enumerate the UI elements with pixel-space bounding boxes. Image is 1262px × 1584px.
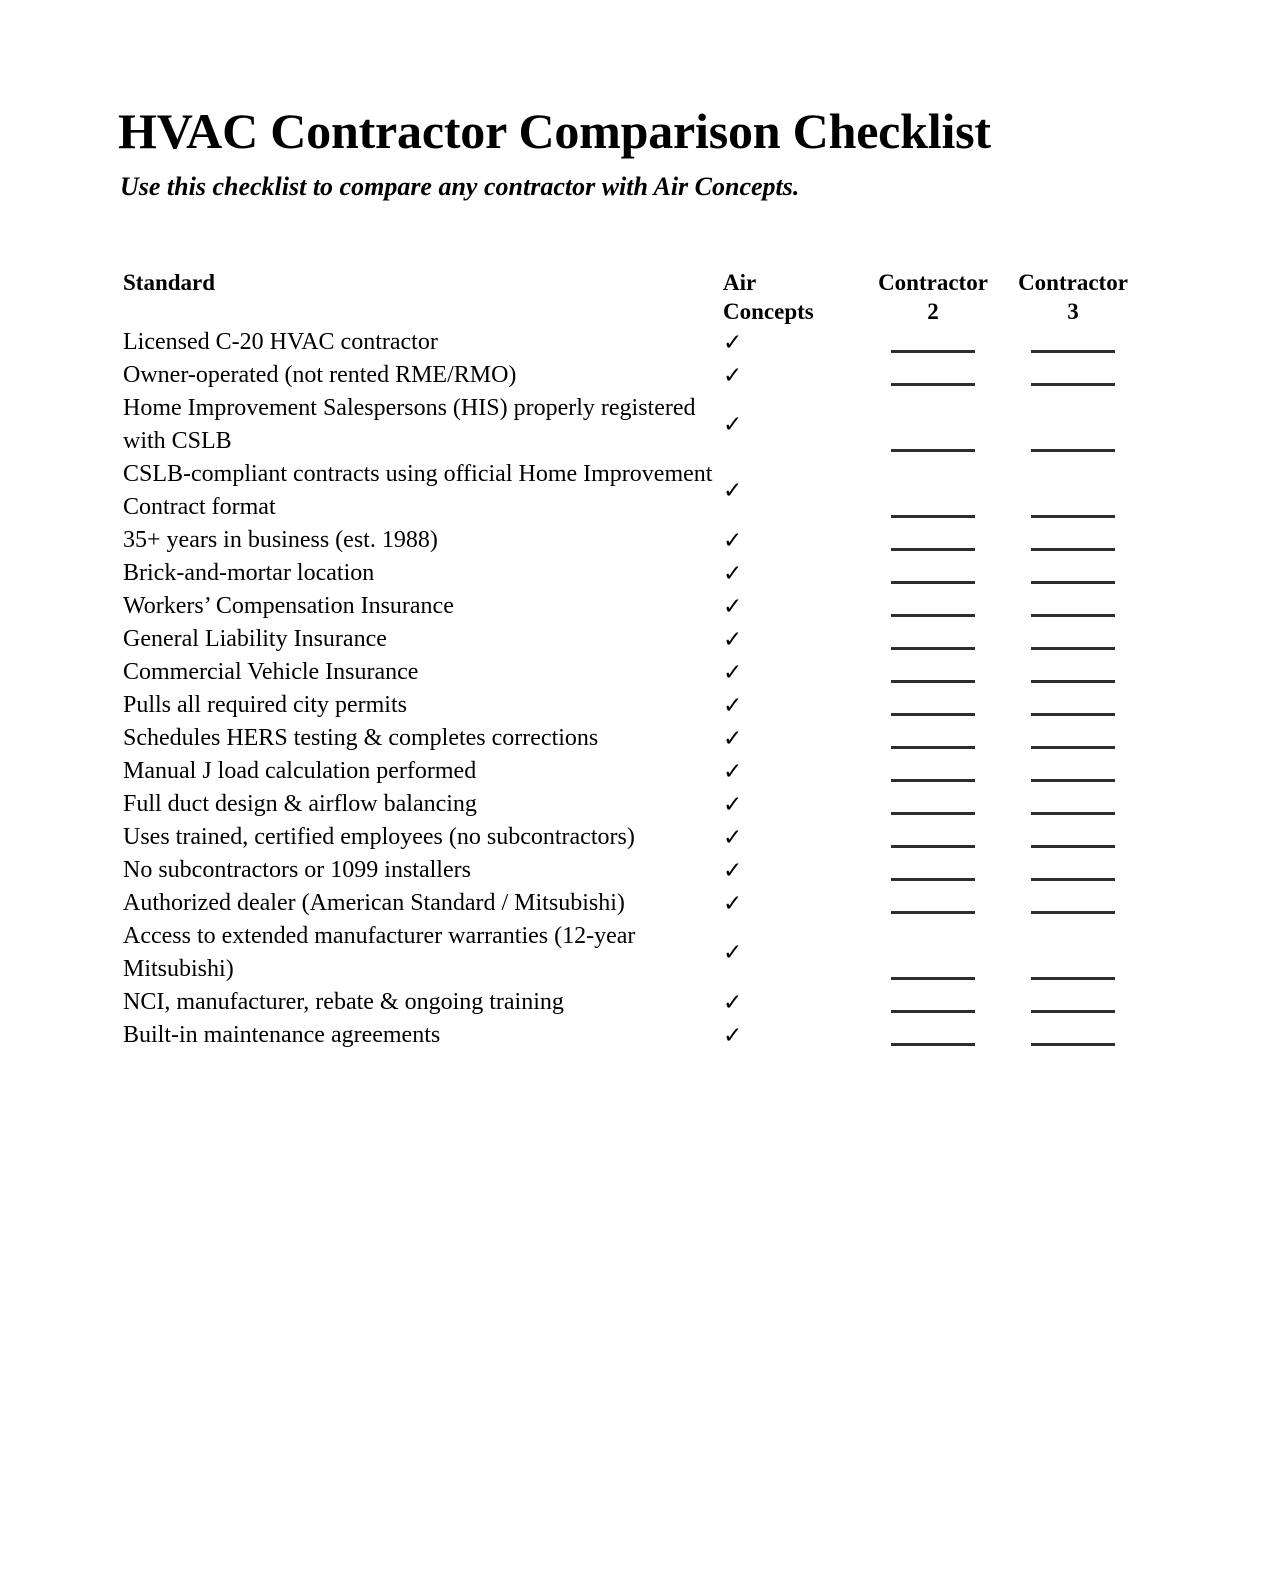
cell-air-concepts: [723, 1019, 863, 1052]
cell-contractor-2-blank[interactable]: [863, 359, 1003, 392]
page-subtitle: Use this checklist to compare any contractor with Air Concepts.: [120, 172, 800, 201]
cell-contractor-2-blank[interactable]: [863, 392, 1003, 458]
cell-air-concepts: [723, 689, 863, 722]
check-icon: ✓: [723, 527, 743, 554]
cell-air-concepts: [723, 623, 863, 656]
table-header-row: [123, 268, 1143, 326]
cell-air-concepts: [723, 590, 863, 623]
cell-contractor-2-blank[interactable]: [863, 689, 1003, 722]
cell-contractor-3-blank[interactable]: [1003, 1019, 1143, 1052]
cell-standard: Owner-operated (not rented RME/RMO): [123, 362, 517, 388]
column-header-contractor-2-line2: 2: [927, 299, 939, 324]
write-in-line[interactable]: [1031, 449, 1115, 452]
cell-standard: Schedules HERS testing & completes corrections: [123, 725, 599, 751]
write-in-line[interactable]: [891, 515, 975, 518]
cell-standard: General Liability Insurance: [123, 626, 387, 652]
cell-standard: No subcontractors or 1099 installers: [123, 857, 471, 883]
cell-standard: NCI, manufacturer, rebate & ongoing training: [123, 989, 564, 1015]
write-in-line[interactable]: [891, 548, 975, 551]
table-row: [123, 854, 1143, 887]
cell-standard: Manual J load calculation performed: [123, 758, 477, 784]
table-row: [123, 689, 1143, 722]
table-row: [123, 326, 1143, 359]
table-row: [123, 392, 1143, 458]
cell-contractor-3-blank[interactable]: [1003, 821, 1143, 854]
cell-air-concepts: [723, 359, 863, 392]
check-icon: ✓: [723, 362, 743, 389]
cell-air-concepts: [723, 326, 863, 359]
table-row: [123, 359, 1143, 392]
write-in-line[interactable]: [1031, 680, 1115, 683]
table-row: [123, 722, 1143, 755]
write-in-line[interactable]: [891, 1043, 975, 1046]
write-in-line[interactable]: [891, 746, 975, 749]
write-in-line[interactable]: [1031, 977, 1115, 980]
cell-air-concepts: [723, 722, 863, 755]
cell-contractor-2-blank[interactable]: [863, 755, 1003, 788]
table-row: [123, 590, 1143, 623]
table-row: [123, 920, 1143, 986]
cell-air-concepts: [723, 524, 863, 557]
column-header-contractor-2-line1: Contractor: [878, 270, 988, 295]
write-in-line[interactable]: [1031, 713, 1115, 716]
write-in-line[interactable]: [1031, 548, 1115, 551]
cell-air-concepts: [723, 392, 863, 458]
write-in-line[interactable]: [1031, 812, 1115, 815]
page-title: HVAC Contractor Comparison Checklist: [118, 102, 991, 159]
write-in-line[interactable]: [891, 449, 975, 452]
check-icon: ✓: [723, 1022, 743, 1049]
cell-standard: Licensed C-20 HVAC contractor: [123, 329, 438, 355]
cell-contractor-2-blank[interactable]: [863, 524, 1003, 557]
write-in-line[interactable]: [891, 779, 975, 782]
cell-contractor-2-blank[interactable]: [863, 326, 1003, 359]
cell-contractor-3-blank[interactable]: [1003, 392, 1143, 458]
write-in-line[interactable]: [891, 680, 975, 683]
cell-contractor-2-blank[interactable]: [863, 1019, 1003, 1052]
cell-contractor-2-blank[interactable]: [863, 821, 1003, 854]
write-in-line[interactable]: [1031, 581, 1115, 584]
column-header-contractor-2: [863, 268, 1003, 326]
write-in-line[interactable]: [891, 614, 975, 617]
check-icon: ✓: [723, 857, 743, 884]
cell-contractor-3-blank[interactable]: [1003, 689, 1143, 722]
write-in-line[interactable]: [1031, 845, 1115, 848]
cell-contractor-3-blank[interactable]: [1003, 887, 1143, 920]
cell-air-concepts: [723, 788, 863, 821]
table-row: [123, 458, 1143, 524]
write-in-line[interactable]: [1031, 911, 1115, 914]
write-in-line[interactable]: [891, 383, 975, 386]
cell-contractor-3-blank[interactable]: [1003, 788, 1143, 821]
write-in-line[interactable]: [1031, 1043, 1115, 1046]
cell-air-concepts: [723, 986, 863, 1019]
cell-contractor-2-blank[interactable]: [863, 887, 1003, 920]
column-header-contractor-3-line2: 3: [1067, 299, 1079, 324]
cell-standard: Workers’ Compensation Insurance: [123, 593, 454, 619]
column-header-contractor-3: [1003, 268, 1143, 326]
write-in-line[interactable]: [891, 1010, 975, 1013]
check-icon: ✓: [723, 593, 743, 620]
cell-contractor-2-blank[interactable]: [863, 557, 1003, 590]
cell-air-concepts: [723, 755, 863, 788]
column-header-air-concepts-line1: Air: [723, 270, 757, 295]
cell-standard: Brick-and-mortar location: [123, 560, 375, 586]
check-icon: ✓: [723, 478, 743, 504]
write-in-line[interactable]: [1031, 1010, 1115, 1013]
column-header-air-concepts-line2: Concepts: [723, 299, 814, 324]
table-row: [123, 656, 1143, 689]
write-in-line[interactable]: [1031, 350, 1115, 353]
write-in-line[interactable]: [891, 812, 975, 815]
write-in-line[interactable]: [891, 878, 975, 881]
cell-standard: Pulls all required city permits: [123, 692, 407, 718]
cell-air-concepts: [723, 458, 863, 524]
comparison-table: [123, 268, 1143, 1052]
cell-contractor-3-blank[interactable]: [1003, 359, 1143, 392]
cell-contractor-2-blank[interactable]: [863, 788, 1003, 821]
cell-air-concepts: [723, 557, 863, 590]
cell-contractor-2-blank[interactable]: [863, 656, 1003, 689]
check-icon: ✓: [723, 824, 743, 851]
check-icon: ✓: [723, 659, 743, 686]
cell-standard: Commercial Vehicle Insurance: [123, 659, 419, 685]
cell-standard: Built-in maintenance agreements: [123, 1022, 441, 1048]
write-in-line[interactable]: [1031, 878, 1115, 881]
cell-air-concepts: [723, 920, 863, 986]
cell-air-concepts: [723, 854, 863, 887]
table-row: [123, 1019, 1143, 1052]
cell-contractor-2-blank[interactable]: [863, 854, 1003, 887]
check-icon: ✓: [723, 626, 743, 653]
write-in-line[interactable]: [891, 845, 975, 848]
table-row: [123, 788, 1143, 821]
check-icon: ✓: [723, 890, 743, 917]
write-in-line[interactable]: [1031, 746, 1115, 749]
table-row: [123, 557, 1143, 590]
write-in-line[interactable]: [1031, 515, 1115, 518]
check-icon: ✓: [723, 989, 743, 1016]
check-icon: ✓: [723, 329, 743, 356]
cell-air-concepts: [723, 656, 863, 689]
cell-contractor-3-blank[interactable]: [1003, 623, 1143, 656]
table-row: [123, 887, 1143, 920]
table-row: [123, 755, 1143, 788]
write-in-line[interactable]: [1031, 779, 1115, 782]
cell-air-concepts: [723, 821, 863, 854]
write-in-line[interactable]: [891, 647, 975, 650]
comparison-table-container: [123, 268, 1143, 1052]
cell-contractor-3-blank[interactable]: [1003, 590, 1143, 623]
cell-air-concepts: [723, 887, 863, 920]
cell-standard: CSLB-compliant contracts using official Home Improvement Contract format: [123, 461, 713, 520]
cell-contractor-3-blank[interactable]: [1003, 656, 1143, 689]
table-row: [123, 623, 1143, 656]
write-in-line[interactable]: [891, 581, 975, 584]
cell-contractor-2-blank[interactable]: [863, 623, 1003, 656]
cell-contractor-3-blank[interactable]: [1003, 557, 1143, 590]
check-icon: ✓: [723, 412, 743, 438]
cell-contractor-2-blank[interactable]: [863, 920, 1003, 986]
write-in-line[interactable]: [891, 350, 975, 353]
write-in-line[interactable]: [1031, 614, 1115, 617]
cell-contractor-2-blank[interactable]: [863, 590, 1003, 623]
table-body: [123, 326, 1143, 1052]
cell-standard: Authorized dealer (American Standard / Mitsubishi): [123, 890, 625, 916]
cell-standard: Access to extended manufacturer warranties (12-year Mitsubishi): [123, 923, 636, 982]
cell-contractor-3-blank[interactable]: [1003, 920, 1143, 986]
write-in-line[interactable]: [891, 713, 975, 716]
cell-standard: Home Improvement Salespersons (HIS) properly registered with CSLB: [123, 395, 696, 454]
column-header-standard: Standard: [123, 270, 216, 295]
check-icon: ✓: [723, 940, 743, 966]
cell-standard: Full duct design & airflow balancing: [123, 791, 477, 817]
cell-contractor-3-blank[interactable]: [1003, 458, 1143, 524]
check-icon: ✓: [723, 758, 743, 785]
table-header: [123, 268, 1143, 326]
cell-contractor-3-blank[interactable]: [1003, 854, 1143, 887]
write-in-line[interactable]: [1031, 647, 1115, 650]
table-row: [123, 524, 1143, 557]
check-icon: ✓: [723, 791, 743, 818]
write-in-line[interactable]: [891, 911, 975, 914]
table-row: [123, 821, 1143, 854]
write-in-line[interactable]: [891, 977, 975, 980]
column-header-air-concepts: [723, 268, 863, 326]
cell-standard: Uses trained, certified employees (no subcontractors): [123, 824, 635, 850]
cell-contractor-2-blank[interactable]: [863, 986, 1003, 1019]
table-row: [123, 986, 1143, 1019]
check-icon: ✓: [723, 725, 743, 752]
cell-contractor-3-blank[interactable]: [1003, 524, 1143, 557]
check-icon: ✓: [723, 560, 743, 587]
cell-contractor-2-blank[interactable]: [863, 722, 1003, 755]
cell-contractor-3-blank[interactable]: [1003, 986, 1143, 1019]
cell-contractor-3-blank[interactable]: [1003, 755, 1143, 788]
write-in-line[interactable]: [1031, 383, 1115, 386]
cell-contractor-3-blank[interactable]: [1003, 722, 1143, 755]
cell-standard: 35+ years in business (est. 1988): [123, 527, 438, 553]
cell-contractor-2-blank[interactable]: [863, 458, 1003, 524]
check-icon: ✓: [723, 692, 743, 719]
column-header-contractor-3-line1: Contractor: [1018, 270, 1128, 295]
cell-contractor-3-blank[interactable]: [1003, 326, 1143, 359]
